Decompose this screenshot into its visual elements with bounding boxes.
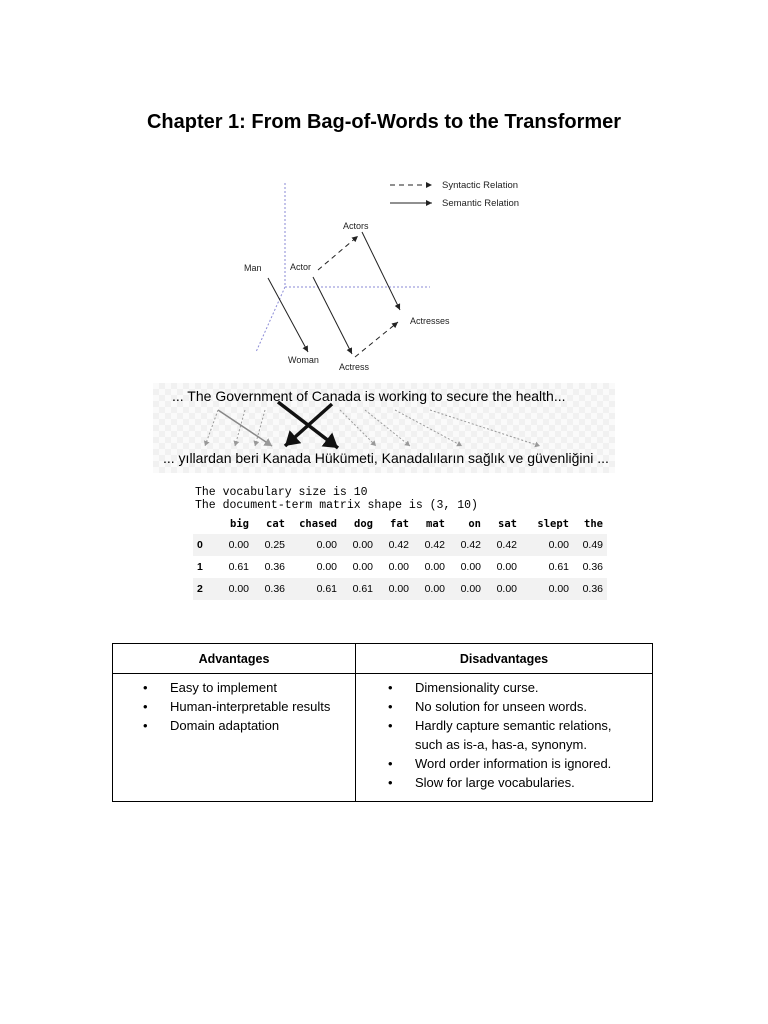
dtm-cell: 0.36 — [264, 561, 285, 573]
dtm-cell: 0.00 — [424, 561, 445, 573]
disadvantages-cell — [356, 674, 653, 802]
word-label-actor: Actor — [290, 262, 312, 272]
legend-semantic-label: Semantic Relation — [442, 198, 520, 209]
dtm-cell: 0.00 — [496, 561, 517, 573]
dtm-cell: 0.00 — [449, 578, 485, 600]
vocab-size-text: The vocabulary size is 10 — [195, 486, 368, 499]
alignment-faint-arrow — [430, 410, 540, 446]
dtm-cell: 0.42 — [449, 534, 485, 556]
dtm-col-header: on — [468, 518, 481, 530]
dtm-row — [193, 534, 607, 556]
dtm-row — [193, 578, 607, 600]
dtm-cell: 0.00 — [521, 578, 573, 600]
dtm-cell: 0.49 — [573, 534, 607, 556]
word-label-actors: Actors — [343, 221, 369, 231]
dtm-cell: 0.36 — [582, 561, 603, 573]
dtm-col-header: fat — [390, 518, 409, 530]
dtm-row-index: 0 — [193, 534, 219, 556]
advantage-item: • Easy to implement — [113, 678, 355, 697]
dtm-row — [193, 556, 607, 578]
dtm-cell: 0.61 — [289, 578, 341, 600]
advantages-cell — [113, 674, 356, 802]
dtm-cell: 0.00 — [460, 561, 481, 573]
dtm-cell: 0.00 — [219, 578, 253, 600]
disadvantage-item-continuation: such as is-a, has-a, synonym. — [415, 737, 587, 752]
dtm-col-header: mat — [426, 518, 445, 530]
legend-syntactic-label: Syntactic Relation — [442, 180, 519, 191]
word-label-actress: Actress — [339, 362, 370, 372]
advantage-item: • Domain adaptation — [113, 716, 355, 735]
dtm-cell: 0.00 — [388, 561, 409, 573]
disadvantage-item: • No solution for unseen words. — [356, 697, 652, 716]
dtm-cell: 0.00 — [352, 561, 373, 573]
dtm-cell: 0.36 — [253, 578, 289, 600]
dtm-col-header: slept — [537, 518, 569, 530]
dtm-col-header: big — [230, 518, 249, 530]
dtm-cell: 0.61 — [341, 578, 377, 600]
alignment-source-sentence: ... The Government of Canada is working to secure the health... — [172, 388, 566, 404]
disadvantages-header: Disadvantages — [356, 644, 653, 674]
advantage-item: • Human-interpretable results — [113, 697, 355, 716]
advantages-list — [113, 678, 355, 735]
dtm-cell: 0.42 — [377, 534, 413, 556]
dtm-col-header: cat — [266, 518, 285, 530]
dtm-row-index: 2 — [193, 578, 219, 600]
dtm-col-header: sat — [498, 518, 517, 530]
word-label-man: Man — [244, 263, 262, 273]
disadvantage-item: • Dimensionality curse. — [356, 678, 652, 697]
pros-cons-body-row — [113, 674, 653, 802]
word-label-woman: Woman — [288, 355, 319, 365]
dtm-cell: 0.00 — [289, 534, 341, 556]
disadvantages-list — [356, 678, 652, 792]
word-label-actresses: Actresses — [410, 316, 450, 326]
document-term-matrix — [193, 514, 607, 600]
alignment-faint-arrow — [365, 410, 410, 446]
alignment-target-sentence: ... yıllardan beri Kanada Hükümeti, Kanadalıların sağlık ve güvenliğini ... — [163, 450, 609, 466]
matrix-shape-text: The document-term matrix shape is (3, 10) — [195, 499, 478, 512]
disadvantage-item: • Word order information is ignored. — [356, 754, 652, 773]
disadvantage-item: • Hardly capture semantic relations, — [356, 716, 652, 735]
alignment-faint-arrow — [235, 410, 245, 446]
dtm-cell: 0.00 — [413, 578, 449, 600]
dtm-cell: 0.61 — [548, 561, 569, 573]
dtm-header-row — [193, 514, 607, 534]
dtm-cell: 0.36 — [573, 578, 607, 600]
dtm-index-header — [193, 514, 219, 534]
dtm-cell: 0.00 — [316, 561, 337, 573]
dtm-cell: 0.00 — [341, 534, 377, 556]
dtm-row-index: 1 — [197, 561, 203, 573]
advantages-header: Advantages — [113, 644, 356, 674]
dtm-cell: 0.25 — [253, 534, 289, 556]
dtm-cell: 0.00 — [377, 578, 413, 600]
pros-cons-header-row — [113, 644, 653, 674]
dtm-cell: 0.00 — [485, 578, 521, 600]
alignment-faint-arrow — [205, 410, 218, 446]
alignment-faint-arrow — [395, 410, 462, 446]
disadvantage-item: • Slow for large vocabularies. — [356, 773, 652, 792]
dtm-cell: 0.42 — [413, 534, 449, 556]
dtm-col-header: dog — [354, 518, 373, 530]
page-title: Chapter 1: From Bag-of-Words to the Transformer — [146, 111, 622, 133]
dtm-cell: 0.00 — [521, 534, 573, 556]
pros-cons-table — [112, 643, 653, 802]
dtm-col-header: the — [584, 518, 603, 530]
dtm-cell: 0.42 — [485, 534, 521, 556]
dtm-cell: 0.00 — [219, 534, 253, 556]
alignment-faint-arrow — [340, 410, 376, 446]
dtm-cell: 0.61 — [228, 561, 249, 573]
dtm-col-header: chased — [299, 518, 337, 530]
